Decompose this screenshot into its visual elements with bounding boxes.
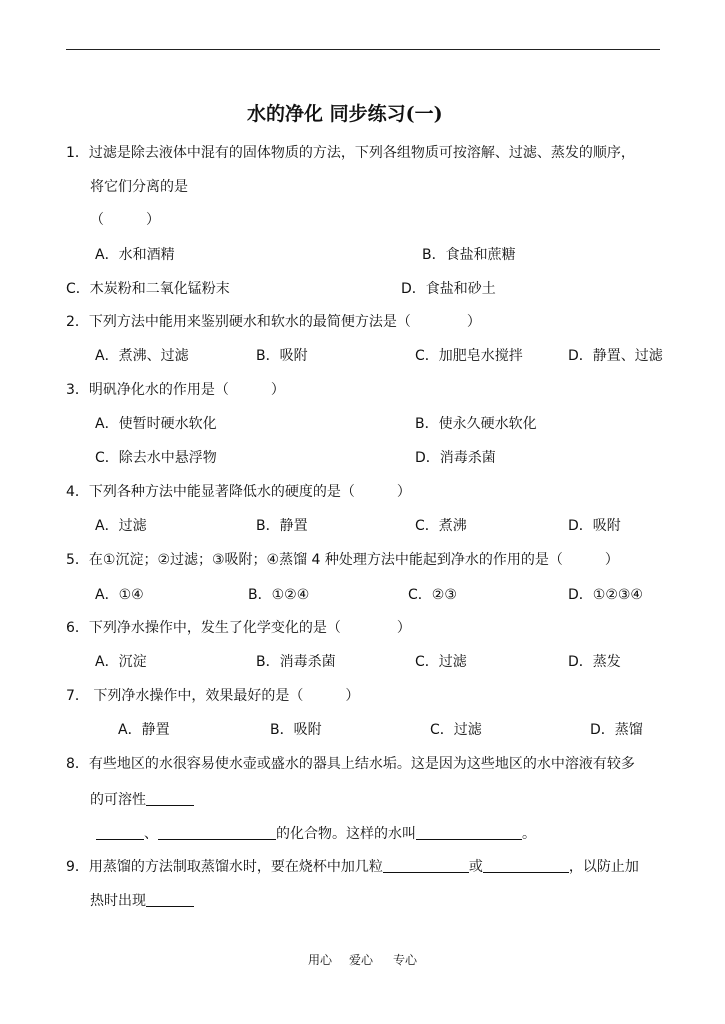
q3-option-c: C．除去水中悬浮物 [95,450,217,466]
q4-option-b: B．静置 [256,518,308,534]
q3-option-a: A．使暂时硬水软化 [95,416,217,432]
q9-line2-text: 热时出现 [90,893,146,909]
q1-answer-paren: （ ） [90,212,160,228]
q1-stem-line1: 1．过滤是除去液体中混有的固体物质的方法，下列各组物质可按溶解、过滤、蒸发的顺序， [66,145,635,161]
q9-line1-text-a: 9．用蒸馏的方法制取蒸馏水时，要在烧杯中加几粒 [66,859,383,875]
q9-line1 [66,858,639,876]
q9-or: 或 [468,859,483,875]
q9-blank-1[interactable] [383,858,469,873]
q8-line3-text: 的化合物。这样的水叫 [276,826,416,842]
q3-option-b: B．使永久硬水软化 [415,416,537,432]
q7-option-a: A．静置 [118,722,170,738]
q1-option-b: B．食盐和蔗糖 [422,247,516,263]
header-rule [66,49,660,50]
q4-option-a: A．过滤 [95,518,147,534]
q9-line1-text-b: ，以防止加 [568,859,639,875]
q2-option-c: C．加肥皂水搅拌 [415,348,523,364]
q8-blank-2[interactable] [96,825,144,840]
q6-option-b: B．消毒杀菌 [256,654,336,670]
page-title: 水的净化 同步练习(一) [247,103,443,125]
q7-option-c: C．过滤 [430,722,482,738]
q7-option-d: D．蒸馏 [590,722,643,738]
q4-stem: 4．下列各种方法中能显著降低水的硬度的是（ ） [66,484,411,500]
q7-stem: 7． 下列净水操作中，效果最好的是（ ） [66,688,360,704]
q4-option-c: C．煮沸 [415,518,467,534]
footer-text-2: 爱心 [349,953,374,967]
q5-option-c: C．②③ [408,587,457,603]
q8-line2 [90,791,194,809]
q3-stem: 3．明矾净化水的作用是（ ） [66,382,285,398]
q5-option-a: A．①④ [95,587,144,603]
q1-option-d: D．食盐和砂土 [401,281,496,297]
q8-line2-text: 的可溶性 [90,792,146,808]
q6-stem: 6．下列净水操作中，发生了化学变化的是（ ） [66,620,411,636]
q6-option-a: A．沉淀 [95,654,147,670]
q1-stem-line2: 将它们分离的是 [90,179,188,195]
footer-text-1: 用心 [308,953,333,967]
footer-text-3: 专心 [393,953,418,967]
q9-line2 [90,892,194,910]
q8-end: 。 [522,826,536,842]
q2-option-a: A．煮沸、过滤 [95,348,189,364]
q8-blank-1[interactable] [146,791,194,806]
q2-stem: 2．下列方法中能用来鉴别硬水和软水的最简便方法是（ ） [66,314,481,330]
q6-option-d: D．蒸发 [568,654,621,670]
q4-option-d: D．吸附 [568,518,621,534]
q8-separator: 、 [144,826,158,842]
q2-option-d: D．静置、过滤 [568,348,663,364]
q8-line1: 8．有些地区的水很容易使水壶或盛水的器具上结水垢。这是因为这些地区的水中溶液有较多 [66,756,635,772]
q1-option-a: A．水和酒精 [95,247,175,263]
q2-option-b: B．吸附 [256,348,308,364]
q5-stem: 5．在①沉淀；②过滤；③吸附；④蒸馏 4 种处理方法中能起到净水的作用的是（ ） [66,552,619,568]
q9-blank-3[interactable] [146,892,194,907]
q8-line3 [96,825,536,843]
q8-blank-4[interactable] [416,825,522,840]
q5-option-d: D．①②③④ [568,587,643,603]
q1-option-c: C．木炭粉和二氧化锰粉末 [66,281,230,297]
q5-option-b: B．①②④ [248,587,310,603]
q6-option-c: C．过滤 [415,654,467,670]
q3-option-d: D．消毒杀菌 [415,450,496,466]
q8-blank-3[interactable] [158,825,276,840]
q9-blank-2[interactable] [483,858,569,873]
q7-option-b: B．吸附 [270,722,322,738]
